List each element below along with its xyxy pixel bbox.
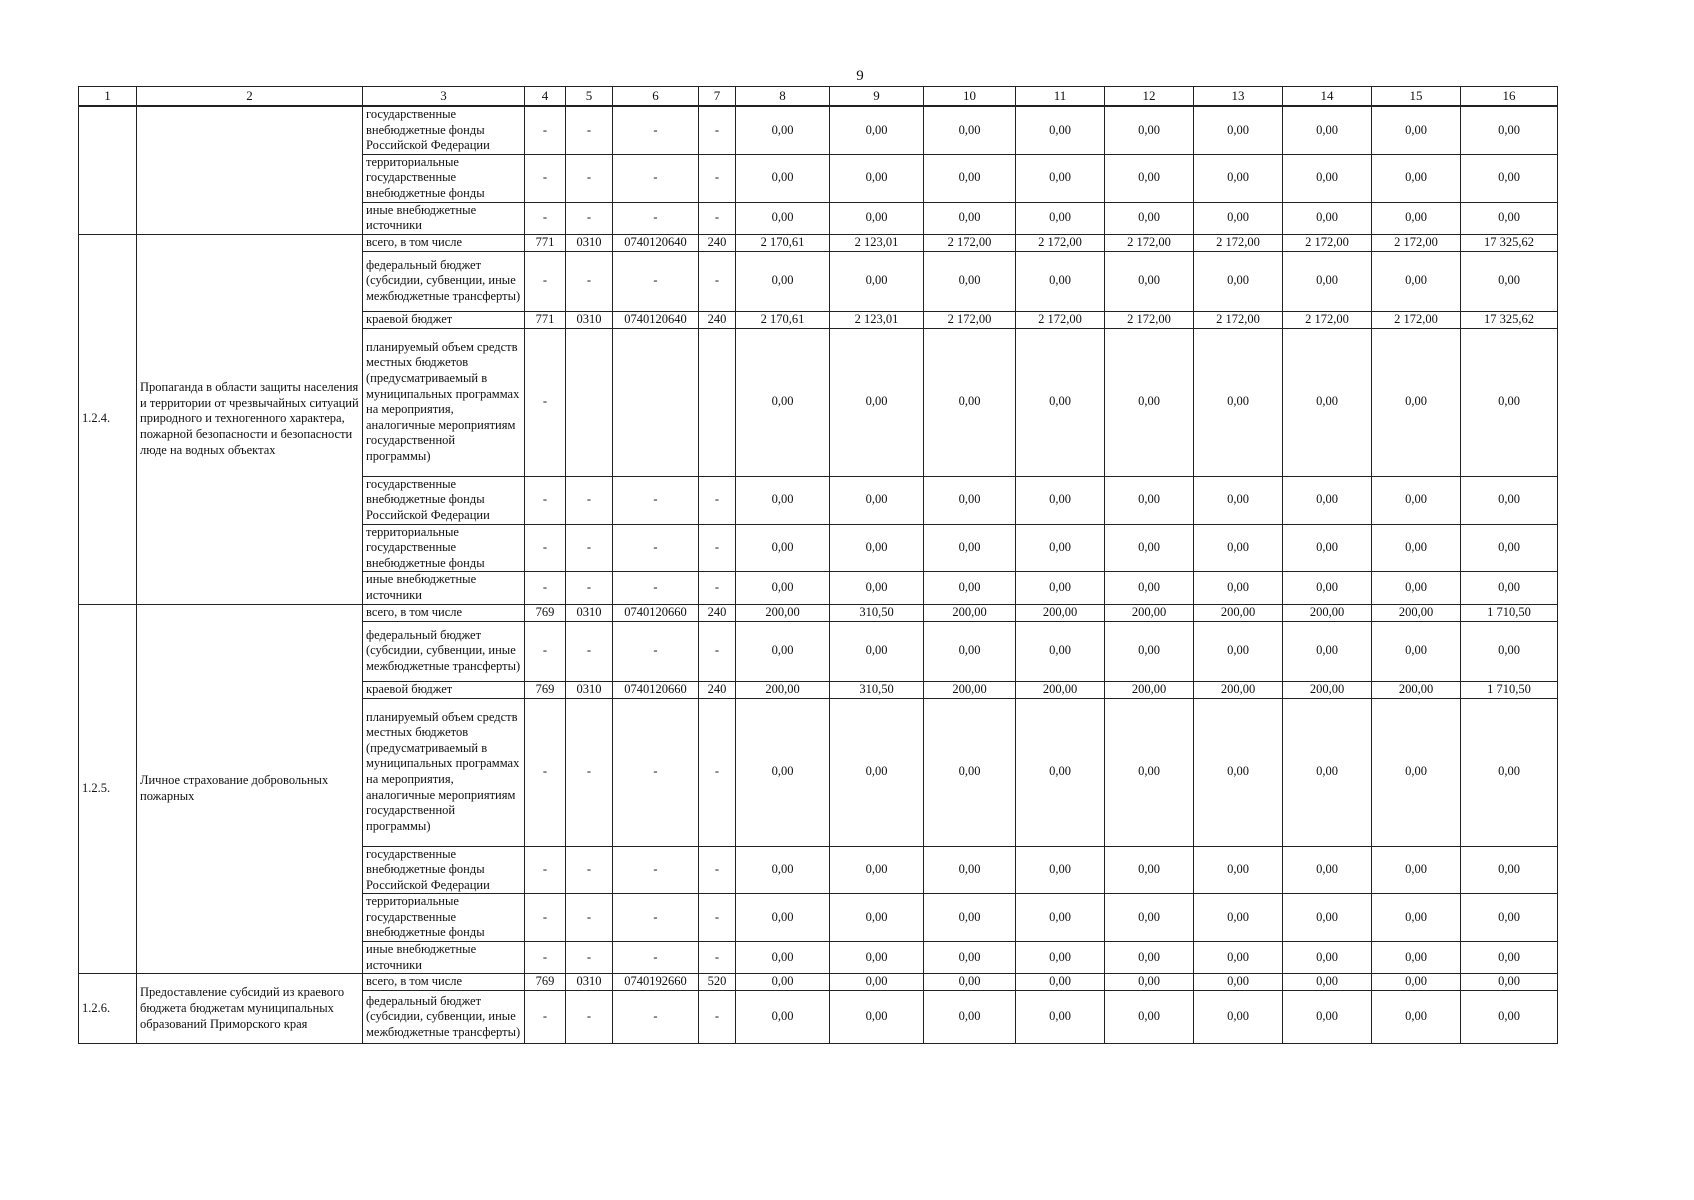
value-cell: 200,00 — [1105, 681, 1194, 698]
measure-name: Пропаганда в области защиты населения и территории от чрезвычайных ситуаций природного и техногенного характера, пожарной безопасности и безопасности люде на водных объектах — [137, 234, 363, 604]
code-cell: - — [613, 894, 699, 942]
code-cell: - — [699, 991, 736, 1044]
value-cell: 2 172,00 — [1016, 311, 1105, 328]
column-header: 16 — [1461, 87, 1558, 107]
value-cell: 0,00 — [1372, 991, 1461, 1044]
value-cell: 0,00 — [1283, 894, 1372, 942]
value-cell: 0,00 — [736, 942, 830, 974]
column-header: 4 — [525, 87, 566, 107]
value-cell: 0,00 — [736, 974, 830, 991]
code-cell: - — [613, 991, 699, 1044]
value-cell: 2 123,01 — [830, 234, 924, 251]
code-cell: - — [699, 942, 736, 974]
source-cell: краевой бюджет — [363, 681, 525, 698]
value-cell: 0,00 — [924, 476, 1016, 524]
value-cell: 0,00 — [830, 251, 924, 311]
value-cell: 200,00 — [1283, 681, 1372, 698]
value-cell: 0,00 — [1016, 621, 1105, 681]
value-cell: 0,00 — [1194, 106, 1283, 154]
code-cell: 240 — [699, 311, 736, 328]
value-cell: 0,00 — [1016, 524, 1105, 572]
value-cell: 0,00 — [736, 202, 830, 234]
value-cell: 0,00 — [736, 328, 830, 476]
value-cell: 0,00 — [1372, 974, 1461, 991]
value-cell: 0,00 — [1461, 154, 1558, 202]
value-cell: 0,00 — [1283, 698, 1372, 846]
value-cell: 0,00 — [1105, 572, 1194, 604]
measure-name: Предоставление субсидий из краевого бюджета бюджетам муниципальных образований Приморского края — [137, 974, 363, 1044]
value-cell: 0,00 — [924, 202, 1016, 234]
code-cell: - — [699, 524, 736, 572]
value-cell: 0,00 — [736, 251, 830, 311]
value-cell: 0,00 — [1194, 991, 1283, 1044]
value-cell: 0,00 — [1105, 698, 1194, 846]
value-cell: 0,00 — [924, 154, 1016, 202]
value-cell: 0,00 — [830, 894, 924, 942]
value-cell: 0,00 — [1194, 698, 1283, 846]
column-header: 15 — [1372, 87, 1461, 107]
code-cell: 769 — [525, 604, 566, 621]
value-cell: 200,00 — [1283, 604, 1372, 621]
value-cell: 2 123,01 — [830, 311, 924, 328]
value-cell: 0,00 — [1461, 991, 1558, 1044]
code-cell: - — [613, 942, 699, 974]
value-cell: 0,00 — [830, 846, 924, 894]
code-cell: - — [525, 251, 566, 311]
code-cell: - — [613, 846, 699, 894]
value-cell: 2 172,00 — [1372, 311, 1461, 328]
code-cell: - — [566, 698, 613, 846]
value-cell: 0,00 — [1105, 328, 1194, 476]
source-cell: всего, в том числе — [363, 974, 525, 991]
column-header: 1 — [79, 87, 137, 107]
column-header: 11 — [1016, 87, 1105, 107]
source-cell: федеральный бюджет (субсидии, субвенции, иные межбюджетные трансферты) — [363, 621, 525, 681]
code-cell: - — [566, 476, 613, 524]
measure-name: Личное страхование добровольных пожарных — [137, 604, 363, 974]
value-cell: 0,00 — [1283, 621, 1372, 681]
code-cell: - — [525, 621, 566, 681]
code-cell: - — [566, 991, 613, 1044]
code-cell — [699, 328, 736, 476]
value-cell: 0,00 — [1105, 476, 1194, 524]
value-cell: 0,00 — [1372, 106, 1461, 154]
code-cell: - — [566, 846, 613, 894]
value-cell: 0,00 — [1372, 154, 1461, 202]
code-cell: - — [525, 846, 566, 894]
value-cell: 0,00 — [830, 572, 924, 604]
value-cell: 0,00 — [1016, 251, 1105, 311]
code-cell: - — [566, 106, 613, 154]
value-cell: 200,00 — [1194, 604, 1283, 621]
code-cell: 0310 — [566, 311, 613, 328]
value-cell: 0,00 — [1105, 991, 1194, 1044]
value-cell: 2 172,00 — [924, 311, 1016, 328]
table-row — [79, 106, 1558, 154]
code-cell: - — [525, 942, 566, 974]
value-cell: 0,00 — [1372, 202, 1461, 234]
table-row — [79, 974, 1558, 991]
column-header: 7 — [699, 87, 736, 107]
code-cell: 0740120640 — [613, 311, 699, 328]
value-cell: 0,00 — [1283, 572, 1372, 604]
value-cell: 0,00 — [1194, 846, 1283, 894]
code-cell — [566, 328, 613, 476]
value-cell: 0,00 — [1016, 698, 1105, 846]
value-cell: 0,00 — [1016, 476, 1105, 524]
value-cell: 0,00 — [1461, 621, 1558, 681]
code-cell: - — [525, 572, 566, 604]
value-cell: 17 325,62 — [1461, 234, 1558, 251]
code-cell: - — [699, 154, 736, 202]
value-cell: 0,00 — [830, 106, 924, 154]
page-number: 9 — [856, 68, 864, 84]
value-cell: 0,00 — [1372, 328, 1461, 476]
value-cell: 2 172,00 — [924, 234, 1016, 251]
code-cell: - — [613, 251, 699, 311]
code-cell: - — [525, 698, 566, 846]
value-cell: 0,00 — [736, 154, 830, 202]
source-cell: государственные внебюджетные фонды Российской Федерации — [363, 476, 525, 524]
code-cell: - — [525, 202, 566, 234]
code-cell: - — [613, 698, 699, 846]
value-cell: 0,00 — [830, 476, 924, 524]
value-cell: 0,00 — [1016, 154, 1105, 202]
column-header: 9 — [830, 87, 924, 107]
value-cell: 0,00 — [1283, 328, 1372, 476]
code-cell: - — [699, 251, 736, 311]
code-cell: - — [699, 476, 736, 524]
value-cell: 2 172,00 — [1283, 311, 1372, 328]
header-row — [79, 87, 1558, 107]
code-cell: - — [699, 894, 736, 942]
code-cell: 771 — [525, 234, 566, 251]
column-header: 5 — [566, 87, 613, 107]
value-cell: 0,00 — [1016, 106, 1105, 154]
code-cell: 0310 — [566, 974, 613, 991]
code-cell: - — [566, 202, 613, 234]
code-cell: 520 — [699, 974, 736, 991]
value-cell: 0,00 — [1372, 476, 1461, 524]
source-cell: государственные внебюджетные фонды Российской Федерации — [363, 846, 525, 894]
value-cell: 0,00 — [1016, 846, 1105, 894]
source-cell: территориальные государственные внебюджетные фонды — [363, 894, 525, 942]
value-cell: 0,00 — [1283, 106, 1372, 154]
code-cell: 769 — [525, 974, 566, 991]
code-cell: - — [613, 476, 699, 524]
source-cell: иные внебюджетные источники — [363, 942, 525, 974]
source-cell: планируемый объем средств местных бюджетов (предусматриваемый в муниципальных программах на мероприятия, аналогичные мероприятиям государственной программы) — [363, 328, 525, 476]
value-cell: 0,00 — [1194, 572, 1283, 604]
value-cell: 0,00 — [830, 698, 924, 846]
value-cell: 0,00 — [1194, 202, 1283, 234]
table-row — [79, 604, 1558, 621]
value-cell: 0,00 — [1461, 974, 1558, 991]
code-cell: - — [525, 154, 566, 202]
value-cell: 0,00 — [1016, 974, 1105, 991]
source-cell: иные внебюджетные источники — [363, 202, 525, 234]
value-cell: 0,00 — [1105, 894, 1194, 942]
value-cell: 2 172,00 — [1194, 234, 1283, 251]
value-cell: 0,00 — [1372, 894, 1461, 942]
value-cell: 0,00 — [1283, 524, 1372, 572]
value-cell: 200,00 — [1194, 681, 1283, 698]
value-cell: 0,00 — [1283, 476, 1372, 524]
value-cell: 200,00 — [1016, 681, 1105, 698]
source-cell: территориальные государственные внебюджетные фонды — [363, 154, 525, 202]
code-cell: - — [613, 202, 699, 234]
code-cell: - — [699, 106, 736, 154]
value-cell: 0,00 — [1461, 942, 1558, 974]
value-cell: 0,00 — [736, 476, 830, 524]
value-cell: 0,00 — [830, 154, 924, 202]
value-cell: 200,00 — [736, 681, 830, 698]
code-cell: - — [566, 942, 613, 974]
value-cell: 2 172,00 — [1105, 234, 1194, 251]
value-cell: 0,00 — [1016, 894, 1105, 942]
code-cell: - — [613, 524, 699, 572]
value-cell: 0,00 — [1372, 942, 1461, 974]
value-cell: 0,00 — [924, 524, 1016, 572]
value-cell: 0,00 — [1461, 894, 1558, 942]
code-cell: 0310 — [566, 234, 613, 251]
value-cell: 200,00 — [924, 604, 1016, 621]
source-cell: всего, в том числе — [363, 604, 525, 621]
code-cell: - — [525, 328, 566, 476]
value-cell: 0,00 — [1105, 202, 1194, 234]
value-cell: 0,00 — [924, 991, 1016, 1044]
column-header: 12 — [1105, 87, 1194, 107]
value-cell: 2 172,00 — [1105, 311, 1194, 328]
code-cell: 0740120640 — [613, 234, 699, 251]
value-cell: 0,00 — [1194, 621, 1283, 681]
value-cell: 200,00 — [1372, 681, 1461, 698]
column-header: 10 — [924, 87, 1016, 107]
value-cell: 0,00 — [736, 991, 830, 1044]
source-cell: федеральный бюджет (субсидии, субвенции, иные межбюджетные трансферты) — [363, 991, 525, 1044]
source-cell: краевой бюджет — [363, 311, 525, 328]
value-cell: 1 710,50 — [1461, 604, 1558, 621]
value-cell: 0,00 — [1105, 942, 1194, 974]
value-cell: 0,00 — [830, 202, 924, 234]
code-cell: 240 — [699, 234, 736, 251]
code-cell: - — [613, 572, 699, 604]
value-cell: 0,00 — [1105, 106, 1194, 154]
value-cell: 0,00 — [1016, 328, 1105, 476]
code-cell: 771 — [525, 311, 566, 328]
value-cell: 0,00 — [830, 621, 924, 681]
value-cell: 0,00 — [1105, 974, 1194, 991]
name-cell-empty — [137, 106, 363, 234]
value-cell: 0,00 — [736, 894, 830, 942]
value-cell: 1 710,50 — [1461, 681, 1558, 698]
value-cell: 0,00 — [1461, 524, 1558, 572]
value-cell: 2 172,00 — [1372, 234, 1461, 251]
value-cell: 200,00 — [1372, 604, 1461, 621]
value-cell: 0,00 — [1105, 154, 1194, 202]
value-cell: 0,00 — [1194, 974, 1283, 991]
code-cell: - — [699, 621, 736, 681]
value-cell: 0,00 — [1461, 476, 1558, 524]
value-cell: 0,00 — [830, 524, 924, 572]
code-cell: - — [699, 202, 736, 234]
code-cell: - — [566, 894, 613, 942]
column-header: 3 — [363, 87, 525, 107]
code-cell: - — [566, 251, 613, 311]
value-cell: 0,00 — [830, 991, 924, 1044]
column-header: 8 — [736, 87, 830, 107]
value-cell: 2 170,61 — [736, 234, 830, 251]
code-cell: - — [566, 572, 613, 604]
code-cell: 0740120660 — [613, 604, 699, 621]
value-cell: 0,00 — [1283, 942, 1372, 974]
value-cell: 0,00 — [1372, 572, 1461, 604]
value-cell: 0,00 — [924, 621, 1016, 681]
code-cell: 0740192660 — [613, 974, 699, 991]
value-cell: 0,00 — [924, 328, 1016, 476]
value-cell: 0,00 — [1194, 942, 1283, 974]
value-cell: 200,00 — [736, 604, 830, 621]
code-cell: - — [699, 846, 736, 894]
value-cell: 0,00 — [924, 894, 1016, 942]
column-header: 14 — [1283, 87, 1372, 107]
value-cell: 2 170,61 — [736, 311, 830, 328]
measure-code: 1.2.6. — [79, 974, 137, 1044]
value-cell: 0,00 — [736, 621, 830, 681]
value-cell: 0,00 — [1372, 621, 1461, 681]
code-cell: - — [525, 476, 566, 524]
value-cell: 0,00 — [736, 572, 830, 604]
value-cell: 0,00 — [1283, 846, 1372, 894]
source-cell: государственные внебюджетные фонды Российской Федерации — [363, 106, 525, 154]
code-cell: - — [525, 991, 566, 1044]
value-cell: 0,00 — [924, 106, 1016, 154]
value-cell: 0,00 — [1016, 572, 1105, 604]
value-cell: 0,00 — [1194, 154, 1283, 202]
code-cell: 240 — [699, 681, 736, 698]
value-cell: 2 172,00 — [1194, 311, 1283, 328]
value-cell: 0,00 — [736, 846, 830, 894]
table-body — [79, 87, 1558, 1044]
value-cell: 0,00 — [1016, 991, 1105, 1044]
value-cell: 0,00 — [1194, 251, 1283, 311]
budget-table — [78, 86, 1558, 1044]
value-cell: 0,00 — [1461, 698, 1558, 846]
value-cell: 0,00 — [1194, 476, 1283, 524]
code-cell: - — [525, 894, 566, 942]
source-cell: федеральный бюджет (субсидии, субвенции, иные межбюджетные трансферты) — [363, 251, 525, 311]
code-cell: - — [525, 524, 566, 572]
value-cell: 0,00 — [1016, 942, 1105, 974]
value-cell: 0,00 — [1461, 572, 1558, 604]
value-cell: 200,00 — [924, 681, 1016, 698]
code-cell — [613, 328, 699, 476]
value-cell: 0,00 — [924, 974, 1016, 991]
code-cell: - — [699, 572, 736, 604]
value-cell: 0,00 — [736, 698, 830, 846]
value-cell: 0,00 — [1461, 846, 1558, 894]
value-cell: 0,00 — [830, 328, 924, 476]
value-cell: 2 172,00 — [1016, 234, 1105, 251]
value-cell: 0,00 — [1016, 202, 1105, 234]
value-cell: 0,00 — [1105, 621, 1194, 681]
value-cell: 0,00 — [1283, 154, 1372, 202]
column-header: 6 — [613, 87, 699, 107]
source-cell: планируемый объем средств местных бюджетов (предусматриваемый в муниципальных программах на мероприятия, аналогичные мероприятиям государственной программы) — [363, 698, 525, 846]
value-cell: 0,00 — [1461, 251, 1558, 311]
code-cell: 0740120660 — [613, 681, 699, 698]
value-cell: 0,00 — [736, 524, 830, 572]
value-cell: 0,00 — [1283, 251, 1372, 311]
code-cell-empty — [79, 106, 137, 234]
code-cell: 0310 — [566, 681, 613, 698]
measure-code: 1.2.4. — [79, 234, 137, 604]
code-cell: - — [613, 154, 699, 202]
value-cell: 0,00 — [1194, 894, 1283, 942]
code-cell: - — [613, 621, 699, 681]
source-cell: всего, в том числе — [363, 234, 525, 251]
value-cell: 0,00 — [1105, 846, 1194, 894]
column-header: 13 — [1194, 87, 1283, 107]
value-cell: 0,00 — [1461, 202, 1558, 234]
value-cell: 0,00 — [830, 942, 924, 974]
value-cell: 0,00 — [924, 846, 1016, 894]
code-cell: 769 — [525, 681, 566, 698]
code-cell: - — [613, 106, 699, 154]
value-cell: 0,00 — [1372, 846, 1461, 894]
value-cell: 0,00 — [1283, 991, 1372, 1044]
source-cell: иные внебюджетные источники — [363, 572, 525, 604]
value-cell: 0,00 — [1372, 251, 1461, 311]
value-cell: 0,00 — [924, 698, 1016, 846]
measure-code: 1.2.5. — [79, 604, 137, 974]
value-cell: 0,00 — [924, 942, 1016, 974]
source-cell: территориальные государственные внебюджетные фонды — [363, 524, 525, 572]
code-cell: - — [566, 524, 613, 572]
value-cell: 200,00 — [1105, 604, 1194, 621]
code-cell: - — [566, 154, 613, 202]
value-cell: 2 172,00 — [1283, 234, 1372, 251]
value-cell: 0,00 — [1461, 106, 1558, 154]
value-cell: 17 325,62 — [1461, 311, 1558, 328]
value-cell: 0,00 — [1372, 698, 1461, 846]
column-header: 2 — [137, 87, 363, 107]
value-cell: 0,00 — [1194, 524, 1283, 572]
value-cell: 0,00 — [924, 251, 1016, 311]
value-cell: 0,00 — [924, 572, 1016, 604]
value-cell: 200,00 — [1016, 604, 1105, 621]
code-cell: 240 — [699, 604, 736, 621]
value-cell: 310,50 — [830, 681, 924, 698]
code-cell: - — [699, 698, 736, 846]
table-row — [79, 234, 1558, 251]
code-cell: - — [525, 106, 566, 154]
value-cell: 0,00 — [1283, 202, 1372, 234]
value-cell: 0,00 — [1461, 328, 1558, 476]
value-cell: 0,00 — [736, 106, 830, 154]
code-cell: - — [566, 621, 613, 681]
code-cell: 0310 — [566, 604, 613, 621]
value-cell: 0,00 — [1194, 328, 1283, 476]
value-cell: 0,00 — [1283, 974, 1372, 991]
value-cell: 0,00 — [1372, 524, 1461, 572]
value-cell: 0,00 — [1105, 524, 1194, 572]
value-cell: 0,00 — [1105, 251, 1194, 311]
value-cell: 310,50 — [830, 604, 924, 621]
value-cell: 0,00 — [830, 974, 924, 991]
